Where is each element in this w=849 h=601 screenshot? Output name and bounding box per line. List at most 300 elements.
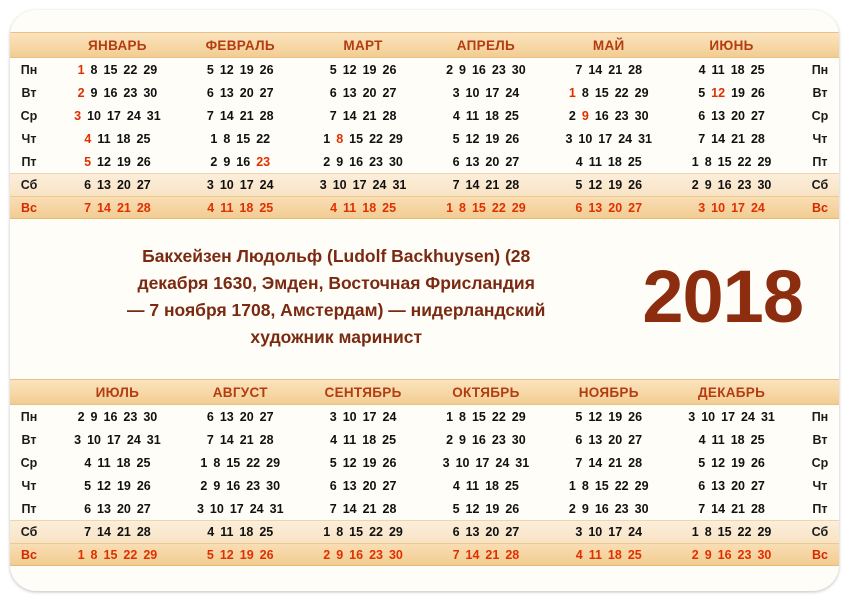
- date-row: [670, 474, 793, 497]
- date-cell: 29: [757, 154, 772, 169]
- date-cell: 7: [452, 547, 460, 562]
- date-numbers: [670, 178, 793, 192]
- date-row: [547, 543, 670, 566]
- date-row: [670, 451, 793, 474]
- date-cell: 13: [342, 478, 357, 493]
- date-cell: 22: [614, 478, 629, 493]
- date-cell: 28: [505, 547, 520, 562]
- date-cell: 19: [362, 62, 377, 77]
- date-cell: 9: [213, 478, 221, 493]
- date-cell: 28: [628, 455, 643, 470]
- date-cell: 11: [220, 525, 234, 539]
- date-cell: 12: [711, 455, 726, 470]
- date-numbers: [302, 548, 425, 562]
- artist-biography-text: [40, 243, 638, 351]
- date-cell: 19: [116, 154, 131, 169]
- date-row: [56, 81, 179, 104]
- date-cell: 1: [200, 455, 208, 470]
- date-cell: 17: [721, 409, 736, 424]
- month-column: [56, 405, 179, 566]
- date-row: [670, 58, 793, 81]
- date-cell: 26: [382, 455, 397, 470]
- date-cell: 3: [74, 108, 82, 123]
- date-cell: 16: [471, 62, 486, 77]
- date-cell: 3: [565, 131, 573, 146]
- date-cell: 2: [446, 432, 454, 447]
- date-cell: 13: [465, 525, 480, 539]
- date-numbers: [302, 178, 425, 192]
- date-numbers: [670, 63, 793, 77]
- date-numbers: [302, 109, 425, 123]
- date-cell: 13: [97, 178, 111, 192]
- date-cell: 16: [594, 501, 609, 516]
- date-cell: 26: [505, 131, 520, 146]
- date-numbers: [424, 410, 547, 424]
- date-row: [179, 104, 302, 127]
- date-cell: 30: [511, 432, 526, 447]
- date-cell: 14: [97, 200, 111, 215]
- date-row: [179, 474, 302, 497]
- month-header-row-first: [10, 32, 839, 58]
- date-cell: 22: [614, 85, 629, 100]
- month-label: МАРТ: [343, 37, 383, 53]
- date-cell: 7: [575, 455, 583, 470]
- date-row: [302, 150, 425, 173]
- weekday-label: Вс: [10, 196, 56, 219]
- date-cell: 27: [382, 85, 397, 100]
- weekday-label: Сб: [793, 173, 839, 196]
- date-cell: 28: [382, 501, 397, 516]
- date-cell: 1: [323, 131, 331, 146]
- date-row: [547, 58, 670, 81]
- date-cell: 1: [691, 525, 699, 539]
- date-cell: 3: [196, 501, 204, 516]
- date-numbers: [547, 525, 670, 539]
- weekday-label: Чт: [812, 131, 828, 146]
- date-cell: 5: [698, 85, 706, 100]
- date-cell: 27: [628, 200, 643, 215]
- date-cell: 20: [731, 108, 745, 123]
- date-cell: 26: [505, 501, 520, 516]
- date-cell: 21: [239, 108, 254, 123]
- date-cell: 2: [691, 178, 699, 192]
- date-cell: 23: [614, 108, 629, 123]
- date-row: [302, 543, 425, 566]
- weekday-label: Пт: [21, 154, 37, 169]
- date-cell: 5: [452, 131, 460, 146]
- year-label: 2018: [642, 255, 803, 338]
- date-row: [670, 405, 793, 428]
- date-numbers: [670, 456, 793, 470]
- date-row: [547, 405, 670, 428]
- date-cell: 2: [200, 478, 208, 493]
- date-cell: 29: [388, 525, 403, 539]
- date-row: [179, 58, 302, 81]
- date-cell: 8: [581, 85, 589, 100]
- calendar-card: [10, 10, 839, 591]
- date-row: [56, 405, 179, 428]
- date-cell: 7: [206, 108, 214, 123]
- date-cell: 25: [382, 432, 397, 447]
- calendar-half-first: [10, 10, 839, 219]
- date-cell: 6: [575, 432, 583, 447]
- month-column: [547, 58, 670, 219]
- date-cell: 28: [505, 178, 520, 192]
- date-cell: 28: [259, 108, 274, 123]
- date-cell: 20: [608, 432, 623, 447]
- date-numbers: [56, 456, 179, 470]
- date-cell: 26: [259, 62, 274, 77]
- date-cell: 23: [369, 154, 383, 169]
- date-cell: 29: [511, 409, 526, 424]
- weekday-label: Вт: [21, 85, 37, 100]
- date-cell: 31: [760, 409, 775, 424]
- month-column: [670, 58, 793, 219]
- date-row: [302, 81, 425, 104]
- date-numbers: [670, 525, 793, 539]
- date-cell: 28: [628, 62, 643, 77]
- date-cell: 18: [607, 547, 622, 562]
- date-cell: 26: [750, 455, 765, 470]
- date-cell: 6: [575, 200, 583, 215]
- date-cell: 27: [136, 178, 151, 192]
- date-cell: 9: [459, 62, 466, 77]
- date-cell: 25: [750, 62, 765, 77]
- date-cell: 31: [146, 432, 161, 447]
- date-cell: 6: [206, 409, 214, 424]
- date-cell: 14: [711, 501, 726, 516]
- date-cell: 21: [608, 62, 623, 77]
- date-row: [424, 474, 547, 497]
- date-cell: 19: [116, 478, 131, 493]
- date-cell: 15: [226, 455, 241, 470]
- date-cell: 27: [750, 108, 765, 123]
- date-cell: 8: [213, 455, 221, 470]
- date-row: [56, 474, 179, 497]
- month-label: ЯНВАРЬ: [88, 37, 147, 53]
- date-cell: 26: [628, 409, 643, 424]
- date-cell: 6: [452, 154, 460, 169]
- date-cell: 4: [698, 432, 706, 447]
- date-cell: 23: [369, 547, 383, 562]
- date-numbers: [670, 132, 793, 146]
- date-numbers: [547, 502, 670, 516]
- date-cell: 11: [588, 547, 602, 562]
- weekday-label: Вт: [812, 432, 828, 447]
- date-numbers: [424, 479, 547, 493]
- month-label: МАЙ: [592, 37, 625, 53]
- date-cell: 3: [452, 85, 460, 100]
- date-cell: 9: [336, 547, 344, 562]
- date-cell: 12: [342, 455, 357, 470]
- date-numbers: [547, 86, 670, 100]
- date-cell: 29: [143, 62, 158, 77]
- date-cell: 6: [206, 85, 214, 100]
- date-cell: 30: [757, 178, 772, 192]
- date-cell: 15: [349, 525, 364, 539]
- date-row: [670, 173, 793, 196]
- date-cell: 31: [269, 501, 284, 516]
- date-row: [56, 196, 179, 219]
- date-numbers: [670, 502, 793, 516]
- weekday-label: Ср: [20, 108, 38, 123]
- weekday-label: Пн: [20, 62, 38, 77]
- date-numbers: [179, 456, 302, 470]
- date-cell: 1: [77, 547, 85, 562]
- date-numbers: [424, 456, 547, 470]
- date-row: [302, 428, 425, 451]
- date-cell: 28: [136, 525, 151, 539]
- date-cell: 29: [634, 478, 649, 493]
- date-cell: 26: [382, 62, 397, 77]
- date-cell: 30: [388, 547, 403, 562]
- date-cell: 9: [581, 108, 589, 123]
- date-row: [424, 497, 547, 520]
- date-numbers: [424, 63, 547, 77]
- date-numbers: [302, 479, 425, 493]
- date-numbers: [670, 548, 793, 562]
- date-cell: 15: [594, 478, 609, 493]
- date-cell: 25: [627, 547, 642, 562]
- date-cell: 22: [369, 525, 383, 539]
- date-row: [302, 451, 425, 474]
- date-numbers: [302, 410, 425, 424]
- date-cell: 2: [77, 409, 85, 424]
- date-cell: 28: [259, 432, 274, 447]
- date-cell: 5: [84, 478, 92, 493]
- date-cell: 14: [219, 108, 234, 123]
- date-cell: 10: [342, 409, 357, 424]
- date-cell: 20: [731, 478, 745, 493]
- date-row: [56, 127, 179, 150]
- date-cell: 1: [691, 154, 699, 169]
- date-cell: 3: [206, 178, 214, 192]
- date-cell: 1: [77, 62, 85, 77]
- date-numbers: [424, 548, 547, 562]
- date-row: [56, 58, 179, 81]
- date-row: [547, 173, 670, 196]
- month-column: [179, 58, 302, 219]
- weekday-column-right: [793, 58, 839, 219]
- date-cell: 5: [329, 455, 337, 470]
- date-row: [670, 196, 793, 219]
- date-cell: 13: [97, 501, 111, 516]
- date-row: [670, 543, 793, 566]
- date-cell: 14: [465, 178, 480, 192]
- date-cell: 30: [388, 154, 403, 169]
- date-cell: 16: [594, 108, 609, 123]
- date-numbers: [56, 109, 179, 123]
- date-row: [179, 520, 302, 543]
- date-cell: 12: [711, 85, 726, 100]
- date-row: [179, 543, 302, 566]
- date-cell: 9: [223, 154, 231, 169]
- date-numbers: [547, 155, 670, 169]
- weekday-label: Ср: [811, 108, 829, 123]
- date-row: [302, 58, 425, 81]
- date-cell: 10: [209, 501, 224, 516]
- date-numbers: [547, 456, 670, 470]
- date-numbers: [302, 155, 425, 169]
- date-cell: 18: [116, 131, 131, 146]
- date-cell: 15: [594, 85, 609, 100]
- date-cell: 20: [485, 154, 500, 169]
- date-cell: 22: [737, 154, 752, 169]
- date-cell: 7: [698, 131, 706, 146]
- date-numbers: [56, 178, 179, 192]
- date-row: [56, 104, 179, 127]
- date-numbers: [547, 410, 670, 424]
- month-column: [302, 58, 425, 219]
- date-cell: 11: [97, 455, 111, 470]
- date-cell: 10: [455, 455, 470, 470]
- date-cell: 25: [136, 455, 151, 470]
- date-cell: 14: [465, 547, 480, 562]
- date-cell: 25: [136, 131, 151, 146]
- date-cell: 24: [372, 178, 387, 192]
- date-cell: 4: [575, 154, 583, 169]
- date-cell: 30: [266, 478, 281, 493]
- date-cell: 1: [446, 409, 454, 424]
- month-column: [424, 405, 547, 566]
- date-numbers: [56, 86, 179, 100]
- month-label: ИЮЛЬ: [95, 384, 140, 400]
- date-cell: 4: [452, 108, 460, 123]
- date-row: [302, 497, 425, 520]
- month-column: [56, 58, 179, 219]
- date-cell: 25: [750, 432, 765, 447]
- date-cell: 1: [323, 525, 331, 539]
- date-numbers: [56, 410, 179, 424]
- date-cell: 14: [97, 525, 111, 539]
- date-cell: 21: [116, 200, 131, 215]
- date-cell: 1: [446, 200, 454, 215]
- date-numbers: [547, 201, 670, 215]
- weekday-label: Ср: [811, 455, 829, 470]
- date-cell: 24: [618, 131, 633, 146]
- date-cell: 3: [698, 200, 706, 215]
- date-row: [670, 520, 793, 543]
- date-cell: 16: [717, 178, 732, 192]
- date-cell: 27: [505, 154, 520, 169]
- month-label: АВГУСТ: [212, 384, 268, 400]
- date-cell: 11: [465, 108, 480, 123]
- date-cell: 8: [90, 547, 98, 562]
- date-cell: 16: [717, 547, 732, 562]
- date-cell: 22: [123, 547, 138, 562]
- date-cell: 27: [505, 525, 520, 539]
- date-row: [670, 127, 793, 150]
- date-cell: 11: [465, 478, 480, 493]
- date-row: [179, 451, 302, 474]
- date-cell: 19: [485, 131, 500, 146]
- date-cell: 23: [246, 478, 261, 493]
- date-cell: 27: [382, 478, 397, 493]
- date-numbers: [179, 178, 302, 192]
- biography-line: художник маринист: [250, 327, 423, 347]
- date-cell: 19: [362, 455, 377, 470]
- date-numbers: [547, 178, 670, 192]
- date-row: [547, 428, 670, 451]
- date-cell: 17: [362, 409, 377, 424]
- date-cell: 17: [608, 525, 623, 539]
- date-cell: 7: [329, 108, 337, 123]
- date-cell: 14: [342, 501, 357, 516]
- date-cell: 26: [136, 154, 151, 169]
- date-numbers: [547, 109, 670, 123]
- date-row: [56, 451, 179, 474]
- date-cell: 12: [219, 62, 234, 77]
- date-cell: 16: [103, 85, 118, 100]
- date-cell: 24: [382, 409, 397, 424]
- date-cell: 16: [103, 409, 118, 424]
- date-cell: 9: [90, 85, 98, 100]
- date-cell: 17: [106, 432, 121, 447]
- date-cell: 26: [750, 85, 765, 100]
- date-cell: 13: [465, 154, 480, 169]
- date-cell: 1: [210, 131, 218, 146]
- date-cell: 21: [485, 178, 500, 192]
- date-numbers: [56, 433, 179, 447]
- date-cell: 23: [737, 178, 752, 192]
- date-cell: 10: [588, 525, 603, 539]
- date-row: [56, 520, 179, 543]
- date-row: [547, 520, 670, 543]
- date-cell: 22: [123, 62, 138, 77]
- date-cell: 10: [578, 131, 593, 146]
- weekday-label: Вс: [793, 196, 839, 219]
- date-numbers: [56, 479, 179, 493]
- date-cell: 26: [136, 478, 151, 493]
- date-cell: 31: [638, 131, 653, 146]
- date-cell: 10: [465, 85, 480, 100]
- date-row: [56, 428, 179, 451]
- date-cell: 29: [757, 525, 772, 539]
- date-cell: 20: [116, 178, 131, 192]
- date-cell: 8: [581, 478, 589, 493]
- date-cell: 28: [136, 200, 151, 215]
- date-numbers: [547, 433, 670, 447]
- date-cell: 24: [628, 525, 643, 539]
- date-row: [670, 104, 793, 127]
- date-cell: 18: [730, 62, 745, 77]
- date-cell: 9: [90, 409, 98, 424]
- date-cell: 20: [608, 200, 623, 215]
- date-cell: 25: [382, 200, 397, 215]
- date-cell: 17: [352, 178, 367, 192]
- date-row: [547, 474, 670, 497]
- weekday-label: Пн: [811, 409, 829, 424]
- date-row: [547, 104, 670, 127]
- date-cell: 23: [737, 547, 752, 562]
- date-cell: 21: [731, 501, 745, 516]
- date-cell: 12: [342, 62, 357, 77]
- date-numbers: [302, 433, 425, 447]
- date-row: [302, 173, 425, 196]
- date-cell: 13: [588, 200, 603, 215]
- date-cell: 27: [259, 85, 274, 100]
- date-cell: 30: [143, 409, 158, 424]
- date-cell: 7: [575, 62, 583, 77]
- date-row: [56, 150, 179, 173]
- date-cell: 1: [568, 478, 576, 493]
- date-cell: 2: [210, 154, 218, 169]
- month-label: ОКТЯБРЬ: [452, 384, 520, 400]
- date-row: [179, 428, 302, 451]
- date-cell: 2: [323, 547, 331, 562]
- date-cell: 5: [206, 62, 214, 77]
- date-cell: 20: [362, 85, 377, 100]
